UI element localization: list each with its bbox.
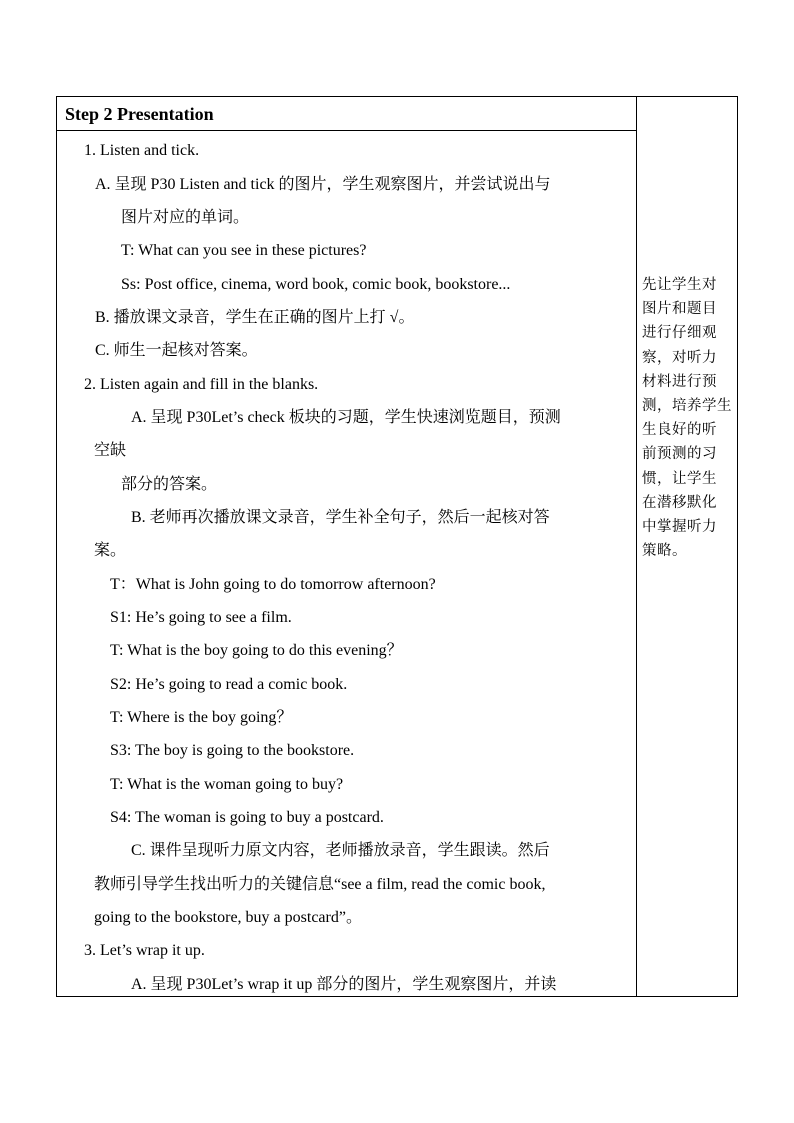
note-line: 先让学生对: [642, 277, 717, 293]
note-line: 图片和题目: [642, 301, 717, 318]
text-line: A. 呈现 P30Let’s wrap it up 部分的图片，学生观察图片，并读: [131, 976, 557, 993]
text-line: B. 老师再次播放课文录音，学生补全句子，然后一起核对答: [131, 509, 550, 526]
dialogue-line: T: What is the woman going to buy?: [110, 776, 344, 793]
note-line: 测，培养学生: [642, 398, 732, 415]
column-divider: [636, 97, 637, 996]
text-line: 教师引导学生找出听力的关键信息“see a film, read the comic book,: [94, 876, 546, 893]
text-line: A. 呈现 P30 Listen and tick 的图片，学生观察图片，并尝试说出与: [95, 176, 551, 193]
note-line: 察，对听力: [642, 349, 717, 366]
text-line: C. 师生一起核对答案。: [95, 342, 258, 359]
dialogue-line: T: What is the boy going to do this evening？: [110, 642, 403, 659]
note-line: 前预测的习: [642, 446, 717, 463]
lesson-table: [56, 96, 738, 997]
dialogue-line: T：What is John going to do tomorrow afternoon?: [110, 576, 436, 593]
text-line: 案。: [94, 542, 127, 559]
dialogue-line: S2: He’s going to read a comic book.: [110, 676, 348, 693]
dialogue-line: S4: The woman is going to buy a postcard.: [110, 809, 384, 826]
note-line: 生良好的听: [642, 422, 717, 439]
dialogue-line: S1: He’s going to see a film.: [110, 609, 292, 626]
note-line: 策略。: [642, 543, 687, 560]
note-line: 在潜移默化: [642, 494, 717, 511]
note-line: 进行仔细观: [642, 325, 717, 342]
text-line: B. 播放课文录音，学生在正确的图片上打 √。: [95, 309, 415, 326]
note-line: 材料进行预: [642, 373, 717, 390]
dialogue-line: T: Where is the boy going？: [110, 709, 293, 726]
step-title: Step 2 Presentation: [65, 104, 214, 124]
text-line: C. 课件呈现听力原文内容，老师播放录音，学生跟读。然后: [131, 842, 550, 859]
text-line: A. 呈现 P30Let’s check 板块的习题，学生快速浏览题目，预测: [131, 409, 561, 426]
dialogue-line: Ss: Post office, cinema, word book, comic book, bookstore...: [121, 276, 511, 293]
note-line: 惯，让学生: [642, 470, 717, 487]
dialogue-line: T: What can you see in these pictures?: [121, 242, 367, 259]
section-heading: 2. Listen again and fill in the blanks.: [84, 376, 319, 393]
note-line: 中掌握听力: [642, 519, 717, 536]
section-heading: 3. Let’s wrap it up.: [84, 942, 205, 959]
section-heading: 1. Listen and tick.: [84, 142, 200, 159]
text-line: 部分的答案。: [121, 476, 218, 493]
dialogue-line: S3: The boy is going to the bookstore.: [110, 742, 355, 759]
header-divider: [57, 130, 637, 131]
text-line: going to the bookstore, buy a postcard”。: [94, 909, 362, 926]
text-line: 图片对应的单词。: [121, 209, 250, 226]
text-line: 空缺: [94, 442, 127, 459]
teaching-notes: [642, 273, 734, 563]
